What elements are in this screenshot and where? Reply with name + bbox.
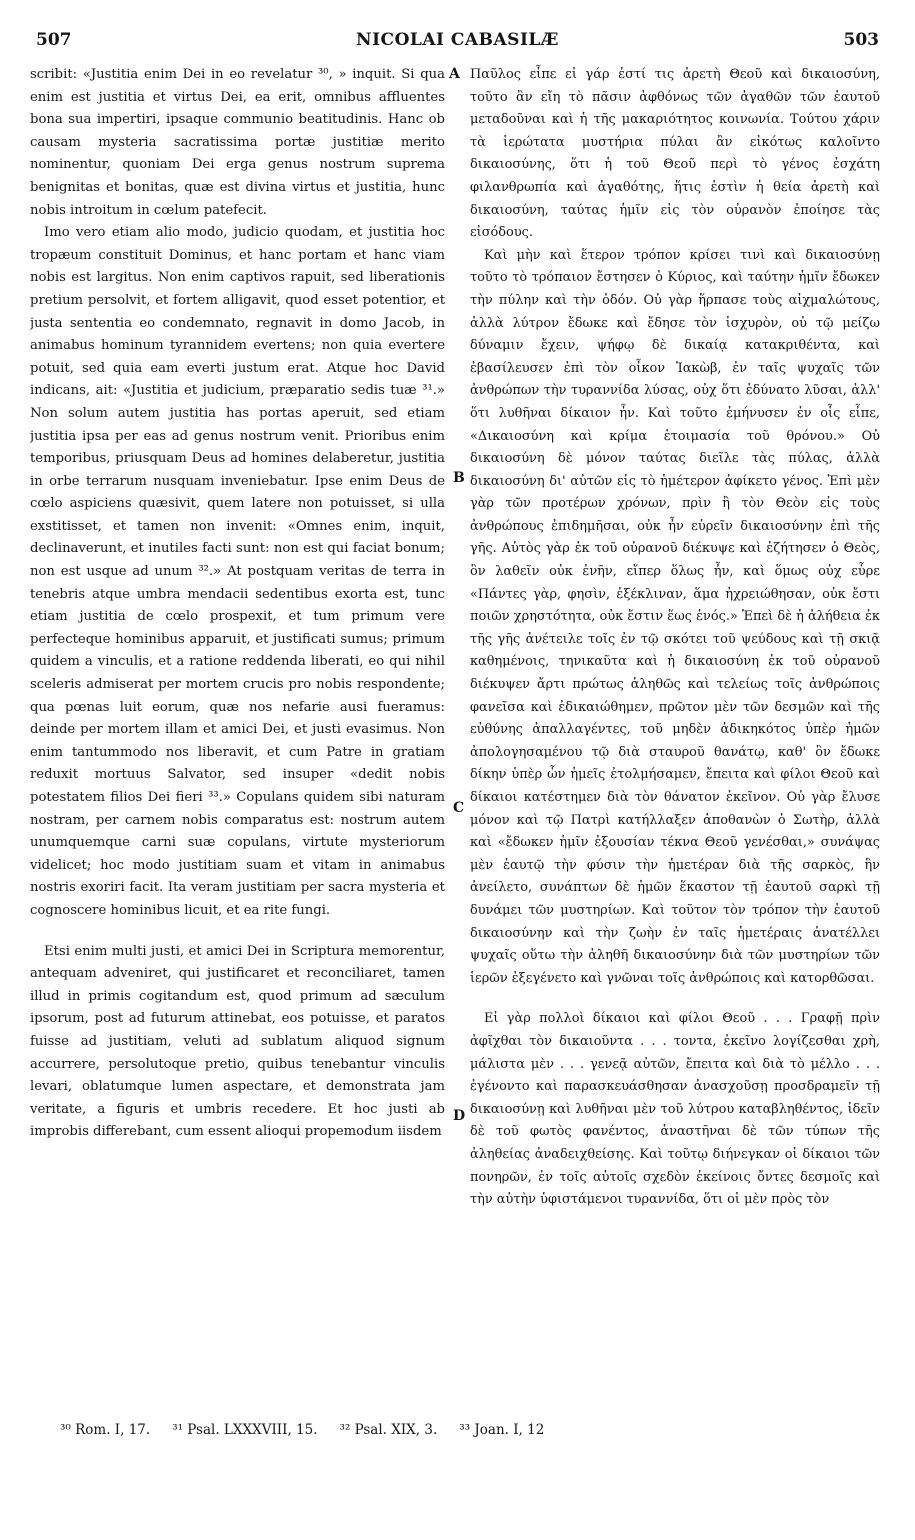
page-number-right: 503 — [843, 30, 879, 50]
latin-paragraph-1: scribit: «Justitia enim Dei in eo revelatur ³⁰, » inquit. Si qua enim est justitia et virtus Dei, ea erit, omnibus affluentes bona sua impertiri, ipsaque communio beatitudinis. Hanc ob causam mysteria sacratissima portæ justitiæ merito nominentur, quoniam Dei erga genus nostrum suprema benignitas et bonitas, quæ est divina virtus et justitia, hunc nobis introitum in cœlum patefecit. — [30, 67, 445, 218]
footnote-33: ³³ Joan. I, 12 — [459, 1422, 545, 1438]
section-marker-d: D — [453, 1108, 466, 1124]
running-title: NICOLAI CABASILÆ — [356, 30, 559, 50]
footnotes — [60, 1422, 875, 1438]
greek-paragraph-2: Καὶ μὴν καὶ ἕτερον τρόπον κρίσει τινὶ καὶ δικαιοσύνῃ τοῦτο τὸ τρόπαιον ἔστησεν ὁ Κύριος, καὶ ταύτην ἡμῖν ἔδωκεν τὴν πύλην καὶ τὴν ὁδόν. Οὐ γὰρ ἥρπασε τοὺς αἰχμαλώτους, ἀλλὰ λύτρον ἔδωκε καὶ ἔδησε τὸν ἰσχυρὸν, οὐ τῷ μείζω δύναμιν ἔχειν, ψήφῳ δὲ δικαίᾳ κατακριθέντα, καὶ ἐβασίλευσεν ἐπὶ τὸν οἶκον Ἰακὼβ, ἐν ταῖς ψυχαῖς τῶν ἀνθρώπων τὴν τυραννίδα λύσας, οὐχ ὅτι ἐδύνατο λῦσαι, ἀλλ' ὅτι λυθῆναι δίκαιον ἦν. Καὶ τοῦτο ἐμήνυσεν ἐν οἷς εἶπε, «Δικαιοσύνη καὶ κρίμα ἑτοιμασία τοῦ θρόνου.» Οὐ δικαιοσύνη δὲ μόνον ταύτας διεῖλε τὰς πύλας, ἀλλὰ δικαιοσύνη δι' αὐτῶν εἰς τὸ ἡμέτερον ἀφίκετο γένος. Ἐπὶ μὲν γὰρ τῶν προτέρων χρόνων, πρὶν ἢ τὸν Θεὸν εἰς τοὺς ἀνθρώπους ἐπιδημῆσαι, οὐκ ἦν εὑρεῖν δικαιοσύνην ἐπὶ τῆς γῆς. Αὐτὸς γὰρ ἐκ τοῦ οὐρανοῦ διέκυψε καὶ ἐζήτησεν ὁ Θεὸς, ὃν λαθεῖν οὐκ ἐνῆν, εἴπερ ὅλως ἦν, καὶ ὅμως οὐχ εὗρε «Πάντες γὰρ, φησὶν, ἐξέκλιναν, ἅμα ἠχρειώθησαν, οὐκ ἔστι ποιῶν χρηστότητα, οὐκ ἔστιν ἕως ἑνός.» Ἐπεὶ δὲ ἡ ἀλήθεια ἐκ τῆς γῆς ἀνέτειλε τοῖς ἐν τῷ σκότει τοῦ ψεύδους καὶ τῇ σκιᾷ καθημένοις, τηνικαῦτα καὶ ἡ δικαιοσύνη ἐκ τοῦ οὐρανοῦ διέκυψεν ἄρτι πρώτως ἀληθῶς καὶ τελείως τοῖς ἀνθρώποις φανεῖσα καὶ ἐδικαιώθημεν, πρῶτον μὲν τῶν δεσμῶν καὶ τῆς εὐθύνης ἀπαλλαγέντες, τοῦ μηδὲν ἀδικηκότος ὑπὲρ ἡμῶν ἀπολογησαμένου τῷ διὰ σταυροῦ θανάτῳ, καθ' ὃν ἔδωκε δίκην ὑπὲρ ὧν ἡμεῖς ἐτολμήσαμεν, ἔπειτα καὶ φίλοι Θεοῦ καὶ δίκαιοι κατέστημεν διὰ τὸν θάνατον ἐκεῖνον. Οὐ γὰρ ἔλυσε μόνον καὶ τῷ Πατρὶ κατήλλαξεν ἀποθανὼν ὁ Σωτὴρ, ἀλλὰ καὶ «ἔδωκεν ἡμῖν ἐξουσίαν τέκνα Θεοῦ γενέσθαι,» συνάψας μὲν ἑαυτῷ τὴν φύσιν τὴν ἡμετέραν διὰ τῆς σαρκὸς, ἣν ἀνείλετο, συνάπτων δὲ ἡμῶν ἕκαστον τῇ ἑαυτοῦ σαρκὶ τῇ δυνάμει τῶν μυστηρίων. Καὶ τοῦτον τὸν τρόπον τὴν ἑαυτοῦ δικαιοσύνην καὶ τὴν ζωὴν ἐν ταῖς ἡμετέραις ἀνατέλλει ψυχαῖς οὕτω τὴν ἀληθῆ δικαιοσύνην διὰ τῶν μυστηρίων τῶν ἱερῶν ἐξεγένετο καὶ γνῶναι τοῖς ἀνθρώποις καὶ κατορθῶσαι. — [470, 247, 880, 986]
page-number-left: 507 — [36, 30, 72, 50]
greek-column — [470, 64, 880, 1212]
section-marker-b: B — [453, 470, 465, 486]
section-marker-c: C — [453, 800, 465, 816]
greek-paragraph-3: Εἰ γὰρ πολλοὶ δίκαιοι καὶ φίλοι Θεοῦ . . . Γραφῇ πρὶν ἀφῖχθαι τὸν δικαιοῦντα . . . τοντα, ἐκεῖνο λογίζεσθαι χρὴ, μάλιστα μὲν . . . γενεᾷ αὐτῶν, ἔπειτα καὶ διὰ τὸ μέλλο . . . ἐγένοντο καὶ παρασκευάσθησαν ἀνασχοῦσῃ προσδραμεῖν τῇ δικαιοσύνῃ καὶ λυθῆναι μὲν τοῦ λύτρου καταβληθέντος, ἰδεῖν δὲ τοῦ φωτὸς φανέντος, ἀναστῆναι δὲ τῶν τύπων τῆς ἀληθείας ἀναδειχθείσης. Καὶ τοῦτῳ διήνεγκαν οἱ δίκαιοι τῶν πονηρῶν, ἐν τοῖς αὐτοῖς σχεδὸν ἐκείνοις ὄντες δεσμοῖς καὶ τὴν αὐτὴν ὑφιστάμενοι τυραννίδα, ὅτι οἱ μὲν πρὸς τὸν — [470, 1011, 880, 1208]
latin-paragraph-3: Etsi enim multi justi, et amici Dei in Scriptura memorentur, antequam adveniret, qui justificaret et reconciliaret, tamen illud in primis cogitandum est, quod primum ad sæculum ipsorum, post ad futurum attinebat, eos potuisse, et paratos fuisse ad justitiam, veluti ad sublatum aliquod signum accurrere, persolutoque pretio, quibus tenebantur vinculis levari, oblatumque lumen aspectare, et demonstrata jam veritate, a figuris et umbris recedere. Et hoc justi ab improbis differebant, cum essent alioqui propemodum iisdem — [30, 943, 445, 1140]
footnote-32: ³² Psal. XIX, 3. — [339, 1422, 438, 1438]
page-header — [36, 30, 879, 58]
latin-paragraph-2: Imo vero etiam alio modo, judicio quodam, et justitia hoc tropæum constituit Dominus, et hanc portam et hanc viam nobis est largitus. Non enim captivos rapuit, sed liberationis pretium persolvit, et fortem alligavit, quod esset potentior, et justa sententia eo condemnato, regnavit in domo Jacob, in animabus hominum tyrannidem evertens; non quia evertere potuit, sed quia eam everti justum erat. Atque hoc David indicans, ait: «Justitia et judicium, præparatio sedis tuæ ³¹.» Non solum autem justitia has portas aperuit, sed etiam justitia ipsa per eas ad genus nostrum venit. Prioribus enim temporibus, priusquam Deus ad homines delaberetur, justitia in orbe terrarum nusquam inveniebatur. Ipse enim Deus de cœlo aspiciens quæsivit, quem latere non potuisset, si ulla exstitisset, et tamen non invenit: «Omnes enim, inquit, declinaverunt, et inutiles facti sunt: non est qui faciat bonum; non est usque ad unum ³².» At postquam veritas de terra in tenebris atque umbra mendacii sedentibus exorta est, tunc etiam justitia de cœlo prospexit, et tum primum vere perfecteque hominibus apparuit, et justificati sumus; primum quidem a vinculis, et a ratione reddenda liberati, eo qui nihil sceleris admiserat per mortem crucis pro nobis respondente; qua pœnas luit eorum, quæ nos nefarie ausi fueramus: deinde per mortem illam et amici Dei, et justi evasimus. Non enim tantummodo nos liberavit, et cum Patre in gratiam reduxit mortuus Salvator, sed insuper «dedit nobis potestatem filios Dei fieri ³³.» Copulans quidem sibi naturam nostram, per carnem nobis comparatus est: nostrum autem unumquemque carni suæ copulans, virtute mysteriorum videlicet; hoc modo justitiam suam et vitam in animabus nostris exoriri facit. Ita veram justitiam per sacra mysteria et cognoscere hominibus licuit, et ea rite fungi. — [30, 225, 445, 918]
latin-column — [30, 64, 445, 1144]
greek-paragraph-1: Παῦλος εἶπε εἰ γάρ ἐστί τις ἀρετὴ Θεοῦ καὶ δικαιοσύνη, τοῦτο ἂν εἴη τὸ πᾶσιν ἀφθόνως τῶν ἀγαθῶν τῶν ἑαυτοῦ μεταδοῦναι καὶ ἡ τῆς μακαριότητος κοινωνία. Τούτου χάριν τὰ ἱερώτατα μυστήρια πύλαι ἂν εἰκότως καλοῖντο δικαιοσύνης, ὅτι ἡ τοῦ Θεοῦ περὶ τὸ γένος ἐσχάτη φιλανθρωπία καὶ ἀγαθότης, ἥτις ἐστὶν ἡ θεία ἀρετὴ καὶ δικαιοσύνη, ταύτας ἡμῖν εἰς τὸν οὐρανὸν ἐποίησε τὰς εἰσόδους. — [470, 67, 880, 241]
section-marker-a: A — [449, 66, 460, 82]
footnote-31: ³¹ Psal. LXXXVIII, 15. — [172, 1422, 318, 1438]
footnote-30: ³⁰ Rom. I, 17. — [60, 1422, 151, 1438]
